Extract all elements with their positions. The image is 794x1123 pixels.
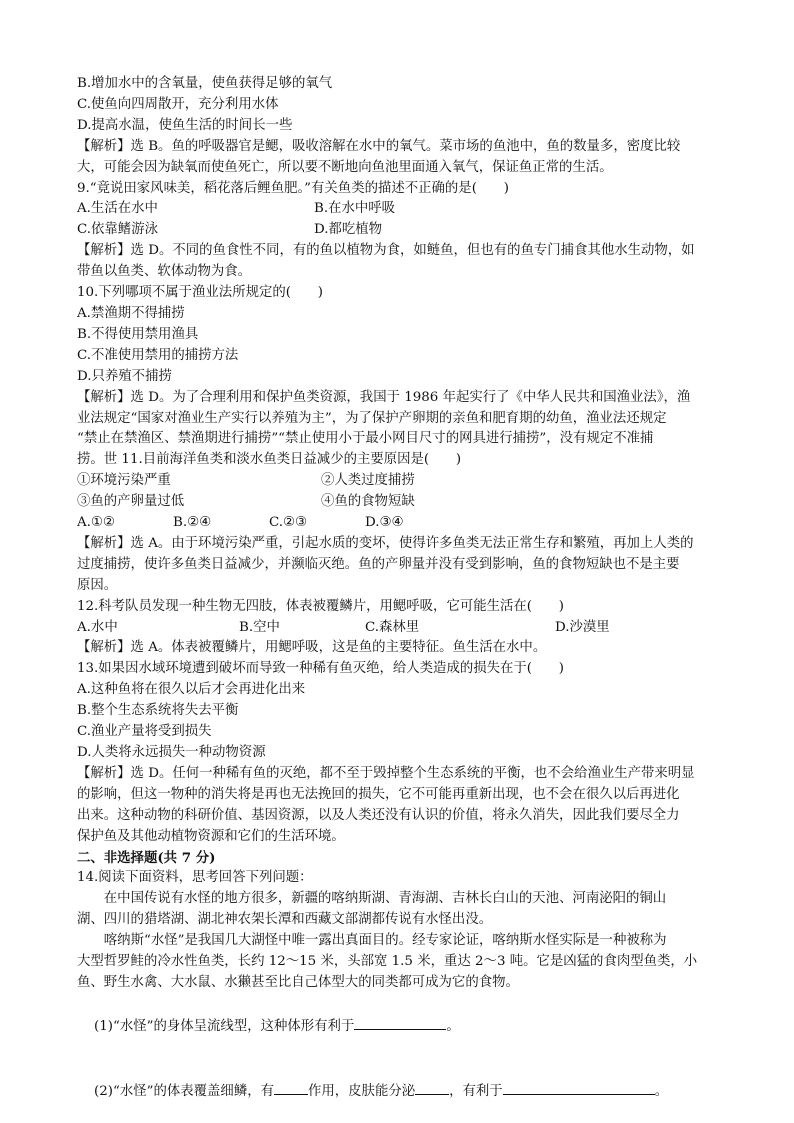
section-2-heading: 二、非选择题(共 7 分)	[77, 849, 216, 866]
q9-option-d: D.都吃植物	[314, 222, 383, 238]
q11-analysis-line-1: 【解析】选 A。由于环境污染严重，引起水质的变坏，使得许多鱼类无法正常生存和繁殖，再加上人类的	[77, 535, 694, 551]
q13-analysis-line-2: 的影响，但这一物种的消失将是再也无法挽回的损失，它不可能再重新出现，也不会在很久以后再进化	[77, 786, 680, 802]
q13-option-d: D.人类将永远损失一种动物资源	[77, 745, 266, 760]
q9-option-a: A.生活在水中	[77, 201, 158, 217]
q14-sub2-answer-blank-3[interactable]	[503, 1080, 655, 1095]
q13-analysis-line-1: 【解析】选 D。任何一种稀有鱼的灭绝，都不至于毁掉整个生态系统的平衡，也不会给渔业生产带来明显	[77, 765, 695, 781]
q12-stem: 12.科考队员发现一种生物无四肢，体表被覆鳞片，用鳃呼吸，它可能生活在( )	[77, 598, 565, 614]
q10-option-c: C.不准使用禁用的捕捞方法	[77, 347, 239, 363]
q10-option-d: D.只养殖不捕捞	[77, 368, 172, 384]
q13-option-a: A.这种鱼将在很久以后才会再进化出来	[77, 682, 306, 698]
q10-option-b: B.不得使用禁用渔具	[77, 326, 199, 342]
q11-option-a: A.①②	[77, 515, 115, 531]
q12-options-row	[77, 618, 727, 639]
q8-option-b: B.增加水中的含氧量，使鱼获得足够的氧气	[77, 76, 333, 91]
q14-passage-1-line-2: 湖、四川的猎塔湖、湖北神农架长潭和西藏文部湖都传说有水怪出没。	[77, 912, 493, 928]
q12-analysis: 【解析】选 A。体表被覆鳞片，用鳃呼吸，这是鱼的主要特征。鱼生活在水中。	[77, 640, 547, 656]
q14-subquestion-2	[77, 1059, 727, 1123]
q11-statement-4: ④鱼的食物短缺	[321, 494, 415, 510]
q14-passage-2-line-2: 大型哲罗鲑的冷水性鱼类，长约 12～15 米，头部宽 1.5 米，重达 2～3 吨。它是凶猛的食肉型鱼类，小	[77, 954, 698, 970]
q10-analysis-line-3: “禁止在禁渔区、禁渔期进行捕捞”“禁止使用小于最小网目尺寸的网具进行捕捞”，没有规定不准捕	[77, 431, 654, 447]
q8-option-d: D.提高水温，使鱼生活的时间长一些	[77, 117, 293, 133]
q11-analysis-line-2: 过度捕捞，使许多鱼类日益减少，并濒临灭绝。鱼的产卵量并没有受到影响，鱼的食物短缺也不是主要	[77, 556, 680, 572]
q14-sub2-answer-blank-1[interactable]	[274, 1080, 308, 1095]
q14-passage-2-line-1: 喀纳斯“水怪”是我国几大湖怪中唯一露出真面目的。经专家论证，喀纳斯水怪实际是一种被称为	[103, 933, 667, 949]
q10-analysis-line-4: 捞。世 11.目前海洋鱼类和淡水鱼类日益减少的主要原因是( )	[77, 452, 462, 468]
q13-analysis-line-4: 保护鱼及其他动植物资源和它们的生活环境。	[77, 828, 345, 844]
q9-option-b: B.在水中呼吸	[314, 201, 396, 217]
q10-option-a: A.禁渔期不得捕捞	[77, 305, 185, 321]
q8-analysis-line-1: 【解析】选 B。鱼的呼吸器官是鳃，吸收溶解在水中的氧气。菜市场的鱼池中，鱼的数量多，密度比较	[77, 138, 681, 154]
q14-sub2-text-mid-1: 作用，皮肤能分泌	[308, 1083, 416, 1099]
q14-passage-1-line-1: 在中国传说有水怪的地方很多，新疆的喀纳斯湖、青海湖、吉林长白山的天池、河南泌阳的铜山	[103, 891, 667, 907]
q12-option-d: D.沙漠里	[555, 619, 610, 635]
q12-option-c: C.森林里	[365, 619, 420, 635]
q11-statement-1: ①环境污染严重	[77, 473, 171, 489]
q14-subquestion-1	[77, 994, 727, 1059]
q9-option-c: C.依靠鳍游泳	[77, 222, 158, 238]
q14-stem: 14.阅读下面资料，思考回答下列问题：	[77, 870, 313, 886]
q14-sub1-period: 。	[446, 1018, 460, 1034]
q10-analysis-line-1: 【解析】选 D。为了合理利用和保护鱼类资源，我国于 1986 年起实行了《中华人民共和国渔业法》，渔	[77, 389, 691, 405]
q9-analysis-line-1: 【解析】选 D。不同的鱼食性不同，有的鱼以植物为食，如鲢鱼，但也有的鱼专门捕食其他水生动物，如	[77, 243, 695, 259]
q11-option-b: B.②④	[173, 515, 212, 531]
q9-options-row-1	[77, 199, 727, 220]
q11-analysis-line-3: 原因。	[77, 577, 118, 593]
q10-analysis-line-2: 业法规定“国家对渔业生产实行以养殖为主”，为了保护产卵期的亲鱼和肥育期的幼鱼，渔业法还规定	[77, 410, 667, 426]
q11-option-c: C.②③	[269, 515, 308, 531]
q10-stem: 10.下列哪项不属于渔业法所规定的( )	[77, 285, 323, 301]
q14-sub2-answer-blank-2[interactable]	[415, 1080, 449, 1095]
q12-option-a: A.水中	[77, 619, 118, 635]
q11-statements-row-1	[77, 471, 727, 492]
q9-stem: 9.“竟说田家风味美，稻花落后鲤鱼肥。”有关鱼类的描述不正确的是( )	[77, 180, 509, 196]
q13-option-b: B.整个生态系统将失去平衡	[77, 703, 239, 719]
q9-options-row-2	[77, 220, 727, 241]
q11-statements-row-2	[77, 492, 727, 513]
q14-sub2-period: 。	[654, 1083, 669, 1099]
q8-option-c: C.使鱼向四周散开，充分利用水体	[77, 96, 279, 112]
q11-statement-2: ②人类过度捕捞	[321, 473, 415, 489]
q14-sub2-text-mid-2: ，有利于	[449, 1083, 503, 1099]
q14-sub1-answer-blank[interactable]	[354, 1015, 446, 1030]
q11-options-row	[77, 513, 727, 534]
q11-statement-3: ③鱼的产卵量过低	[77, 494, 185, 510]
q11-option-d: D.③④	[365, 515, 404, 531]
q13-stem: 13.如果因水域环境遭到破坏而导致一种稀有鱼灭绝，给人类造成的损失在于( )	[77, 661, 565, 677]
q9-analysis-line-2: 带鱼以鱼类、软体动物为食。	[77, 264, 252, 280]
worksheet-page	[77, 74, 727, 1123]
q8-analysis-line-2: 大，可能会因为缺氧而使鱼死亡，所以要不断地向鱼池里面通入氧气，保证鱼正常的生活。	[77, 159, 613, 175]
q13-option-c: C.渔业产量将受到损失	[77, 724, 212, 740]
q14-sub2-text: (2)“水怪”的体表覆盖细鳞，有	[94, 1083, 274, 1099]
q14-passage-2-line-3: 鱼、野生水禽、大水鼠、水獭甚至比自己体型大的同类都可成为它的食物。	[77, 974, 519, 990]
q14-sub1-text: (1)“水怪”的身体呈流线型，这种体形有利于	[94, 1018, 355, 1034]
q12-option-b: B.空中	[239, 619, 280, 635]
q13-analysis-line-3: 出来。这种动物的科研价值、基因资源，以及人类还没有认识的价值，将永久消失，因此我们要尽全力	[77, 807, 680, 823]
